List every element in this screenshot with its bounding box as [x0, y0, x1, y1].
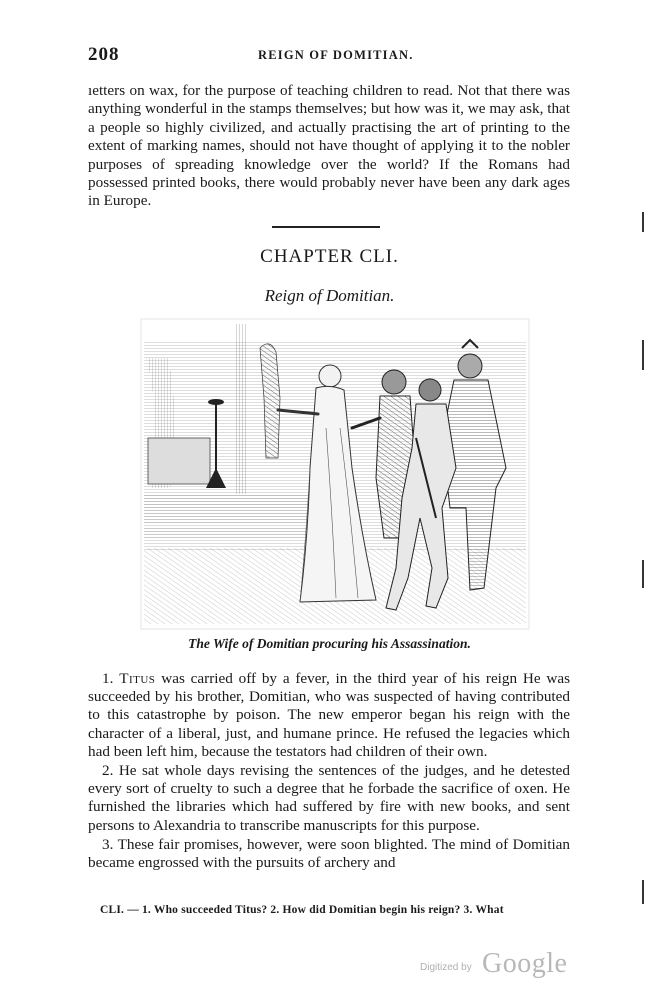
paragraph-3: [88, 836, 570, 872]
chapter-title: CHAPTER CLI.: [260, 246, 399, 267]
watermark-logo: Google: [482, 948, 568, 979]
page-number: 208: [88, 44, 120, 65]
paragraph-text: These fair promises, however, were soon blighted. The mind of Domitian became engrossed with the pursuits of archery and: [88, 835, 570, 872]
intro-text: ıetters on wax, for the purpose of teaching children to read. Not that there was anything wonderful in the stamps themselves; but how was it, we may ask, that a people so highly civilized, and actually practising the art of printing to the extent of marking names, should not have thought of applying it to the nobler purposes of spreading knowledge over the world? If the Romans had possessed printed books, there would probably never have been any dark ages in Europe.: [88, 82, 570, 210]
paragraph-number: 3.: [102, 835, 114, 853]
study-questions-footnote: CLI. — 1. Who succeeded Titus? 2. How did Domitian begin his reign? 3. What: [100, 904, 504, 916]
page-header: [88, 44, 568, 66]
running-head: REIGN OF DOMITIAN.: [258, 48, 414, 62]
section-divider: [272, 226, 380, 228]
paragraph-2: [88, 762, 570, 835]
margin-mark: [642, 560, 644, 588]
chapter-subtitle: Reign of Domitian.: [264, 286, 395, 305]
paragraph-text: was carried off by a fever, in the third year of his reign He was succeeded by his brother, Domitian, who was suspected of having contributed to this catastrophe by poison. The new emperor began his reign with the character of a liberal, just, and humane prince. He refused the legacies which had been left him, because the testators had children of their own.: [88, 670, 571, 760]
intro-paragraph: [88, 82, 570, 211]
margin-mark: [642, 880, 644, 904]
paragraph-lead: Titus: [119, 670, 156, 687]
paragraph-1: [88, 670, 570, 761]
paragraph-number: 1.: [102, 670, 114, 687]
margin-mark: [642, 340, 644, 370]
engraving-image: [140, 318, 530, 630]
digitization-watermark: [420, 948, 570, 980]
paragraph-number: 2.: [102, 762, 114, 780]
engraving-illustration: [140, 318, 530, 630]
illustration-caption: The Wife of Domitian procuring his Assassination.: [188, 636, 471, 651]
paragraph-text: He sat whole days revising the sentences of the judges, and he detested every sort of cruelty to such a degree that he forbade the sacrifice of oxen. He furnished the libraries which had suffered by fire with new books, and sent persons to Alexandria to transcribe manuscripts for this purpose.: [88, 762, 570, 834]
watermark-prefix: Digitized by: [420, 962, 472, 973]
margin-mark: [642, 212, 644, 232]
chapter-body: [88, 670, 570, 873]
